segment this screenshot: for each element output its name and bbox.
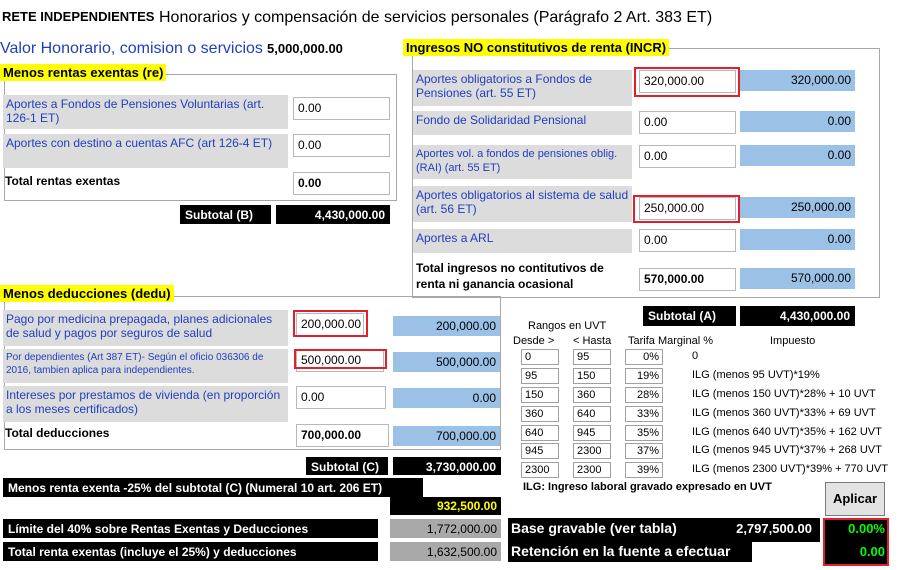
rango-tarifa: 33% [625, 406, 663, 422]
rango-impuesto: ILG (menos 95 UVT)*19% [692, 369, 820, 381]
retencion-value: 0.00 [859, 544, 885, 559]
total-deducciones-computed: 700,000.00 [393, 426, 500, 446]
solidaridad-computed: 0.00 [740, 111, 855, 132]
rangos-col-tarifa: Tarifa Marginal % [628, 335, 713, 347]
incr-label-salud: Aportes obligatorios al sistema de salud (art. 56 ET) [413, 186, 632, 222]
rentas-exentas-label-voluntarias: Aportes a Fondos de Pensiones Voluntarias (art. 126-1 ET) [3, 95, 288, 129]
page-title: Honorarios y compensación de servicios personales (Parágrafo 2 Art. 383 ET) [159, 9, 713, 26]
rangos-col-desde: Desde > [513, 335, 555, 347]
pensiones-computed: 320,000.00 [740, 70, 855, 91]
deducciones-label-vivienda: Intereses por prestamos de vivienda (en proporción a los meses certificados) [3, 386, 288, 422]
medicina-computed: 200,000.00 [393, 316, 500, 336]
subtotal-c-value: 3,730,000.00 [393, 457, 501, 475]
rangos-title: Rangos en UVT [528, 320, 607, 332]
rango-tarifa: 28% [625, 387, 663, 403]
incr-label-rai: Aportes vol. a fondos de pensiones oblig. (RAI) (art. 55 ET) [413, 145, 632, 179]
retencion-label: Retención en la fuente a efectuar [511, 543, 731, 559]
rai-computed: 0.00 [740, 145, 855, 166]
rango-desde: 0 [521, 349, 559, 365]
deducciones-title: Menos deducciones (dedu) [0, 285, 174, 302]
afc-input[interactable]: 0.00 [293, 134, 390, 157]
solidaridad-input[interactable]: 0.00 [639, 111, 736, 134]
rai-input[interactable]: 0.00 [639, 145, 736, 168]
total-deducciones-label: Total deducciones [5, 426, 110, 440]
rangos-col-hasta: < Hasta [573, 335, 612, 347]
rango-impuesto: ILG (menos 945 UVT)*37% + 268 UVT [692, 444, 882, 456]
incr-label-arl: Aportes a ARL [413, 229, 632, 253]
subtotal-c-label: Subtotal (C) [306, 457, 388, 475]
rango-desde: 945 [521, 443, 559, 459]
salud-input[interactable]: 250,000.00 [639, 197, 736, 220]
medicina-input[interactable]: 200,000.00 [296, 313, 364, 336]
rango-hasta: 150 [573, 368, 611, 384]
rango-tarifa: 19% [625, 368, 663, 384]
pensiones-input[interactable]: 320,000.00 [639, 70, 736, 93]
total-deducciones-input: 700,000.00 [296, 424, 389, 447]
rangos-col-impuesto: Impuesto [770, 335, 816, 347]
voluntarias-input[interactable]: 0.00 [293, 97, 390, 120]
rango-tarifa: 37% [625, 443, 663, 459]
rango-desde: 2300 [521, 462, 559, 478]
rango-impuesto: ILG (menos 640 UVT)*35% + 162 UVT [692, 426, 882, 438]
total-exentas-label: Total renta exentas (incluye el 25%) y deducciones [3, 542, 378, 561]
base-gravable-label: Base gravable (ver tabla) [511, 520, 677, 536]
rango-desde: 150 [521, 387, 559, 403]
total-exentas-value: 1,632,500.00 [390, 542, 501, 561]
arl-computed: 0.00 [740, 229, 855, 250]
salud-computed: 250,000.00 [740, 197, 855, 218]
total-rentas-exentas-value: 0.00 [293, 172, 390, 195]
subtotal-b-label: Subtotal (B) [180, 205, 271, 224]
rango-desde: 640 [521, 425, 559, 441]
incr-title: Ingresos NO constitutivos de renta (INCR) [403, 39, 669, 56]
rango-hasta: 95 [573, 349, 611, 365]
rentas-exentas-title: Menos rentas exentas (re) [0, 64, 166, 81]
total-incr-label: Total ingresos no contitutivos de renta ni ganancia ocasional [416, 261, 604, 291]
total-rentas-exentas-label: Total rentas exentas [5, 174, 121, 188]
honorario-value[interactable]: 5,000,000.00 [267, 41, 343, 56]
incr-label-solidaridad: Fondo de Solidaridad Pensional [413, 111, 632, 135]
rango-impuesto: ILG (menos 150 UVT)*28% + 10 UVT [692, 388, 876, 400]
limite-label: Límite del 40% sobre Rentas Exentas y Deducciones [3, 519, 378, 538]
rango-desde: 360 [521, 406, 559, 422]
rango-tarifa: 39% [625, 462, 663, 478]
salud-highlight [633, 195, 740, 223]
subtotal-a-label: Subtotal (A) [643, 306, 736, 326]
rango-hasta: 945 [573, 425, 611, 441]
rangos-note: ILG: Ingreso laboral gravado expresado en UVT [523, 481, 772, 493]
rango-hasta: 640 [573, 406, 611, 422]
rentas-exentas-label-afc: Aportes con destino a cuentas AFC (art 126-4 ET) [3, 134, 288, 168]
dependientes-input[interactable]: 500,000.00 [296, 349, 384, 372]
limite-value: 1,772,000.00 [390, 519, 501, 538]
total-incr-computed: 570,000.00 [740, 268, 855, 289]
total-incr-input: 570,000.00 [639, 268, 736, 291]
rango-impuesto: ILG (menos 2300 UVT)*39% + 770 UVT [692, 463, 888, 475]
base-gravable-value: 2,797,500.00 [736, 521, 812, 536]
rango-tarifa: 0% [625, 349, 663, 365]
rango-hasta: 2300 [573, 443, 611, 459]
incr-label-pensiones: Aportes obligatorios a Fondos de Pensiones (art. 55 ET) [413, 70, 632, 106]
deducciones-label-dependientes: Por dependientes (Art 387 ET)- Según el oficio 036306 de 2016, tambien aplica para independientes. [3, 349, 288, 383]
dependientes-highlight [294, 349, 387, 369]
honorario-label: Valor Honorario, comision o servicios [0, 40, 263, 57]
base-gravable-pct: 0.00% [848, 521, 885, 536]
renta-exenta-25-label: Menos renta exenta -25% del subtotal (C) (Numeral 10 art. 206 ET) [3, 478, 423, 497]
rango-hasta: 2300 [573, 462, 611, 478]
renta-exenta-25-value: 932,500.00 [390, 497, 501, 515]
rango-impuesto: 0 [692, 350, 699, 362]
dependientes-computed: 500,000.00 [393, 352, 500, 372]
rango-impuesto: ILG (menos 360 UVT)*33% + 69 UVT [692, 407, 876, 419]
vivienda-computed: 0.00 [393, 388, 500, 408]
pensiones-highlight [634, 67, 740, 97]
rango-desde: 95 [521, 368, 559, 384]
arl-input[interactable]: 0.00 [639, 229, 736, 252]
section-title: RETE INDEPENDIENTES [2, 9, 155, 24]
subtotal-b-value: 4,430,000.00 [276, 205, 390, 224]
aplicar-button[interactable]: Aplicar [825, 482, 885, 516]
subtotal-a-value: 4,430,000.00 [740, 306, 855, 326]
rango-hasta: 360 [573, 387, 611, 403]
rango-tarifa: 35% [625, 425, 663, 441]
deducciones-label-medicina: Pago por medicina prepagada, planes adicionales de salud y pagos por seguros de salud [3, 310, 288, 346]
vivienda-input[interactable]: 0.00 [296, 386, 386, 409]
medicina-highlight [293, 310, 368, 337]
